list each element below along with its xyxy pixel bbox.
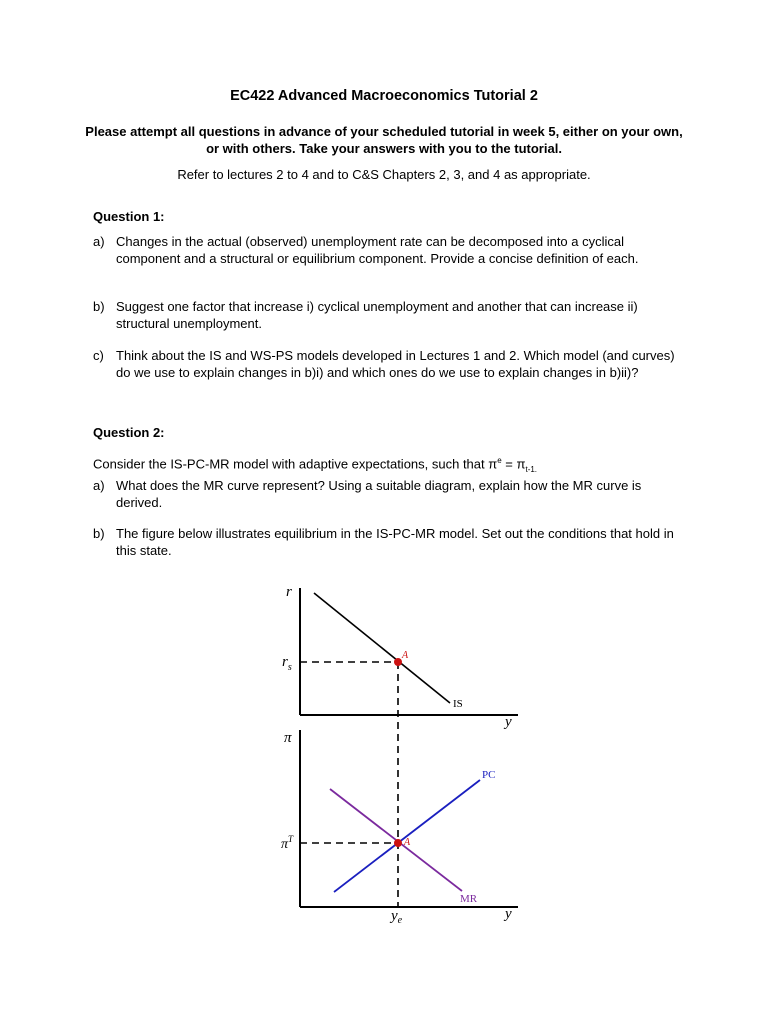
item-text: The figure below illustrates equilibrium in the IS-PC-MR model. Set out the conditions that hold in this state. bbox=[116, 526, 674, 558]
item-text: What does the MR curve represent? Using a suitable diagram, explain how the MR curve is derived. bbox=[116, 478, 642, 510]
pit-label-main: π bbox=[281, 837, 289, 852]
item-label: c) bbox=[93, 348, 104, 363]
expectation-superscript: e bbox=[497, 456, 502, 465]
bottom-x-label: y bbox=[505, 906, 512, 922]
document-title: EC422 Advanced Macroeconomics Tutorial 2 bbox=[230, 88, 538, 104]
bottom-axis-label: π bbox=[284, 730, 292, 746]
item-label: b) bbox=[93, 299, 105, 314]
question-1-heading: Question 1: bbox=[93, 209, 165, 224]
question-2a bbox=[93, 478, 683, 511]
item-text: Suggest one factor that increase i) cyclical unemployment and another that can increase ii) structural unemployment. bbox=[116, 299, 638, 331]
point-a-bottom-label: A bbox=[404, 837, 411, 848]
reference-note: Refer to lectures 2 to 4 and to C&S Chapters 2, 3, and 4 as appropriate. bbox=[177, 167, 591, 182]
is-pc-mr-figure bbox=[270, 578, 530, 928]
question-2b bbox=[93, 526, 683, 559]
equilibrium-point-top bbox=[394, 658, 402, 666]
point-a-top-label: A bbox=[402, 650, 409, 661]
pc-label: PC bbox=[482, 769, 496, 781]
question-1c bbox=[93, 348, 683, 381]
intro-text-mid: = π bbox=[501, 456, 526, 472]
pit-label bbox=[281, 834, 294, 852]
ye-label-sub: e bbox=[397, 915, 403, 926]
item-text: Changes in the actual (observed) unemployment rate can be decomposed into a cyclical component and a structural or equilibrium component. Provide a concise definition of each. bbox=[116, 234, 639, 266]
question-2-intro bbox=[93, 452, 683, 478]
equilibrium-point-bottom bbox=[394, 839, 402, 847]
intro-text: Consider the IS-PC-MR model with adaptive expectations, such that π bbox=[93, 456, 498, 472]
pit-label-sup: T bbox=[288, 834, 294, 844]
question-2-heading: Question 2: bbox=[93, 425, 165, 440]
ye-label-main: y bbox=[391, 908, 398, 924]
ye-label bbox=[389, 908, 403, 926]
item-label: a) bbox=[93, 478, 105, 493]
is-label: IS bbox=[453, 698, 463, 710]
is-curve bbox=[314, 593, 450, 703]
mr-label: MR bbox=[460, 893, 478, 905]
tutorial-notice: Please attempt all questions in advance of your scheduled tutorial in week 5, either on your own, or with others. Take your answers with you to the tutorial. bbox=[85, 124, 683, 156]
rs-label bbox=[282, 654, 292, 673]
item-label: b) bbox=[93, 526, 105, 541]
pc-curve bbox=[334, 780, 480, 892]
question-1b bbox=[93, 299, 683, 332]
question-1a bbox=[93, 234, 683, 267]
item-text: Think about the IS and WS-PS models developed in Lectures 1 and 2. Which model (and curves) do we use to explain changes in b)i) and which ones do we use to explain changes in b)ii)? bbox=[116, 348, 675, 380]
lag-subscript: t-1. bbox=[525, 464, 538, 474]
top-x-label: y bbox=[505, 714, 512, 730]
item-label: a) bbox=[93, 234, 105, 249]
rs-label-sub: s bbox=[287, 662, 292, 673]
rs-label-main: r bbox=[282, 654, 288, 670]
top-axis-label: r bbox=[286, 584, 292, 600]
